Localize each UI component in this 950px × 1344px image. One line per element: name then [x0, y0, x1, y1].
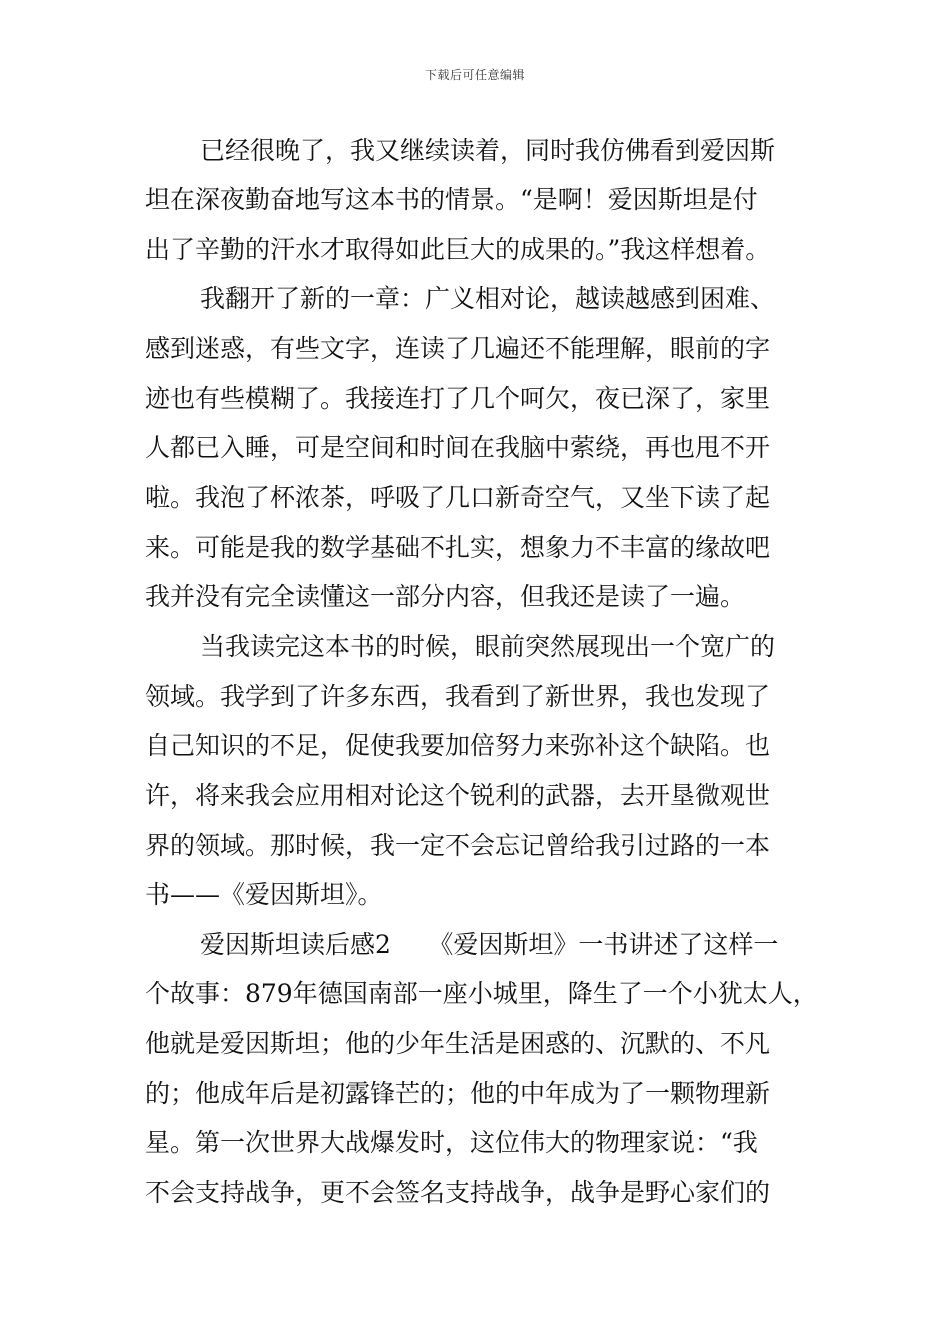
text-line: 已经很晚了，我又继续读着，同时我仿佛看到爱因斯: [200, 136, 776, 165]
text-line: 自己知识的不足，促使我要加倍努力来弥补这个缺陷。也: [145, 731, 771, 760]
text-line: 感到迷惑，有些文字，连读了几遍还不能理解，眼前的字: [145, 334, 771, 363]
text-line: 来。可能是我的数学基础不扎实，想象力不丰富的缘故吧: [145, 533, 771, 562]
text-line: 星。第一次世界大战爆发时，这位伟大的物理家说：“我: [145, 1128, 758, 1157]
text-line: 坦在深夜勤奋地写这本书的情景。“是啊！爱因斯坦是付: [145, 185, 758, 214]
text-line: 个故事：879年德国南部一座小城里，降生了一个小犹太人，: [145, 979, 818, 1008]
text-line: 许，将来我会应用相对论这个锐利的武器，去开垦微观世: [145, 781, 771, 810]
text-line: 出了辛勤的汗水才取得如此巨大的成果的。”我这样想着。: [145, 235, 771, 264]
text-line: 领域。我学到了许多东西，我看到了新世界，我也发现了: [145, 682, 771, 711]
page-header: 下载后可任意编辑: [424, 68, 525, 82]
text-line: 当我读完这本书的时候，眼前突然展现出一个宽广的: [200, 632, 776, 661]
text-line: 的；他成年后是初露锋芒的；他的中年成为了一颗物理新: [145, 1079, 771, 1108]
text-line: 爱因斯坦读后感2 《爱因斯坦》一书讲述了这样一: [200, 930, 779, 959]
text-line: 迹也有些模糊了。我接连打了几个呵欠，夜已深了，家里: [145, 384, 771, 413]
text-line: 书——《爱因斯坦》。: [145, 880, 383, 909]
text-line: 界的领域。那时候，我一定不会忘记曾给我引过路的一本: [145, 831, 771, 860]
text-line: 我翻开了新的一章：广义相对论，越读越感到困难、: [200, 284, 776, 313]
text-line: 他就是爱因斯坦；他的少年生活是困惑的、沉默的、不凡: [145, 1029, 771, 1058]
text-line: 不会支持战争，更不会签名支持战争，战争是野心家们的: [145, 1178, 771, 1207]
text-line: 人都已入睡，可是空间和时间在我脑中萦绕，再也甩不开: [145, 433, 771, 462]
text-line: 啦。我泡了杯浓茶，呼吸了几口新奇空气，又坐下读了起: [145, 483, 771, 512]
text-line: 我并没有完全读懂这一部分内容，但我还是读了一遍。: [145, 582, 746, 611]
